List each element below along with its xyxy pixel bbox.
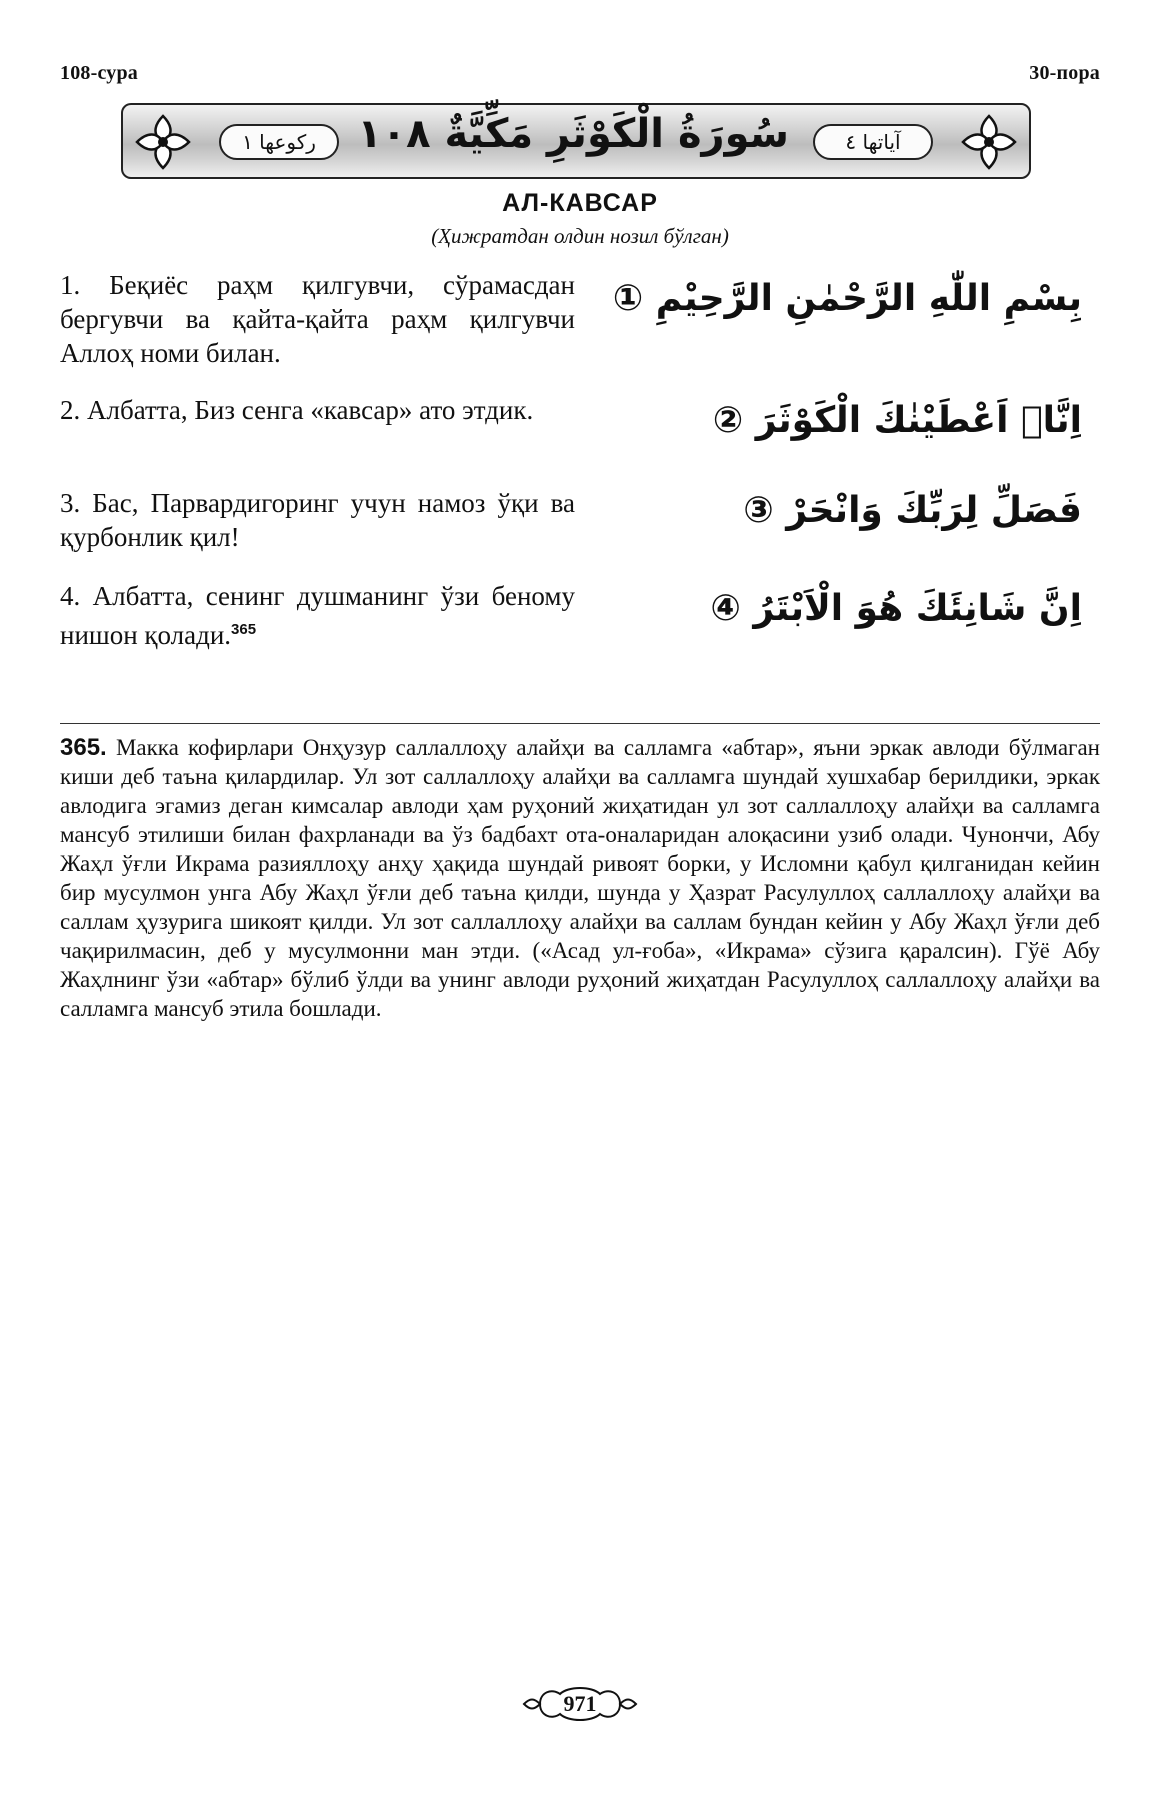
page-number: 971 [563,1691,597,1716]
verse-arabic-2: اِنَّاۤ اَعْطَيْنٰكَ الْكَوْثَرَ ② [712,400,1082,441]
verse-arabic-4: اِنَّ شَانِئَكَ هُوَ الْاَبْتَرُ ④ [710,588,1082,629]
verse-translation-3: 3. Бас, Парвардигоринг учун намоз ўқи ва қурбонлик қил! [60,488,575,552]
surah-banner [121,103,1031,179]
verse-translation-4 [60,579,575,652]
verse-arabic-1: بِسْمِ اللّٰهِ الرَّحْمٰنِ الرَّحِيْمِ ① [612,278,1082,319]
footnote [60,733,1100,1023]
surah-subtitle: (Ҳижратдан олдин нозил бўлган) [431,224,729,248]
ruku-count-oval: رکوعها ١ [219,124,339,160]
footnote-text: Макка кофирлари Онҳузур саллаллоҳу алайҳи ва салламга «абтар», яъни эркак авлоди бўлмаган киши деб таъна қилардилар. Ул зот саллаллоҳу алайҳи ва салламга шундай хушхабар берилдики, эркак авлодига эгамиз деган кимсалар авлоди ҳам руҳоний жиҳатидан ул зот саллаллоҳу алайҳи ва салламга мансуб этилиши билан фахрланади ва ўз бадбахт ота-оналаридан алоқасини узиб олади. Чунончи, Абу Жаҳл ўғли Икрама разияллоҳу анҳу ҳақида шундай ривоят борки, у Исломни қабул қилганидан кейин бир мусулмон унга Абу Жаҳл ўғли деб таъна қилди, шунда у Ҳазрат Расулуллоҳ саллаллоҳу алайҳи ва саллам ҳузурига шикоят қилди. Ул зот саллаллоҳу алайҳи ва саллам бундан кейин у Абу Жаҳл ўғли деб чақирилмасин, деб у мусулмонни ман этди. («Асад ул-ғоба», «Икрама» сўзига қаралсин). Гўё Абу Жаҳлнинг ўзи «абтар» бўлиб ўлди ва унинг авлоди руҳоний жиҳатдан Расулуллоҳ саллаллоҳу алайҳи ва салламга мансуб этила бошлади. [60,735,1100,1021]
ayah-count-oval: آیاتها ٤ [813,124,933,160]
verse-translation-4-text: 4. Албатта, сенинг душманинг ўзи беному нишон қолади. [60,581,575,650]
surah-arabic-title: سُورَةُ الْكَوْثَرِ مَكِّيَّةٌ ١٠٨ [357,111,789,157]
running-header-juz: 30-пора [1029,62,1100,84]
floral-ornament-icon [133,112,193,172]
footnote-divider [60,723,1100,724]
floral-ornament-icon [959,112,1019,172]
footnote-number: 365. [60,734,107,761]
verse-translation-2: 2. Албатта, Биз сенга «кавсар» ато этдик. [60,395,534,425]
footnote-reference[interactable]: 365 [231,621,257,638]
verse-translation-1: 1. Беқиёс раҳм қилгувчи, сўрамасдан бергувчи ва қайта-қайта раҳм қилгувчи Аллоҳ номи билан. [60,270,575,368]
running-header-surah: 108-сура [60,62,138,84]
verse-arabic-3: فَصَلِّ لِرَبِّكَ وَانْحَرْ ③ [743,490,1082,531]
surah-title: АЛ-КАВСАР [502,189,658,217]
